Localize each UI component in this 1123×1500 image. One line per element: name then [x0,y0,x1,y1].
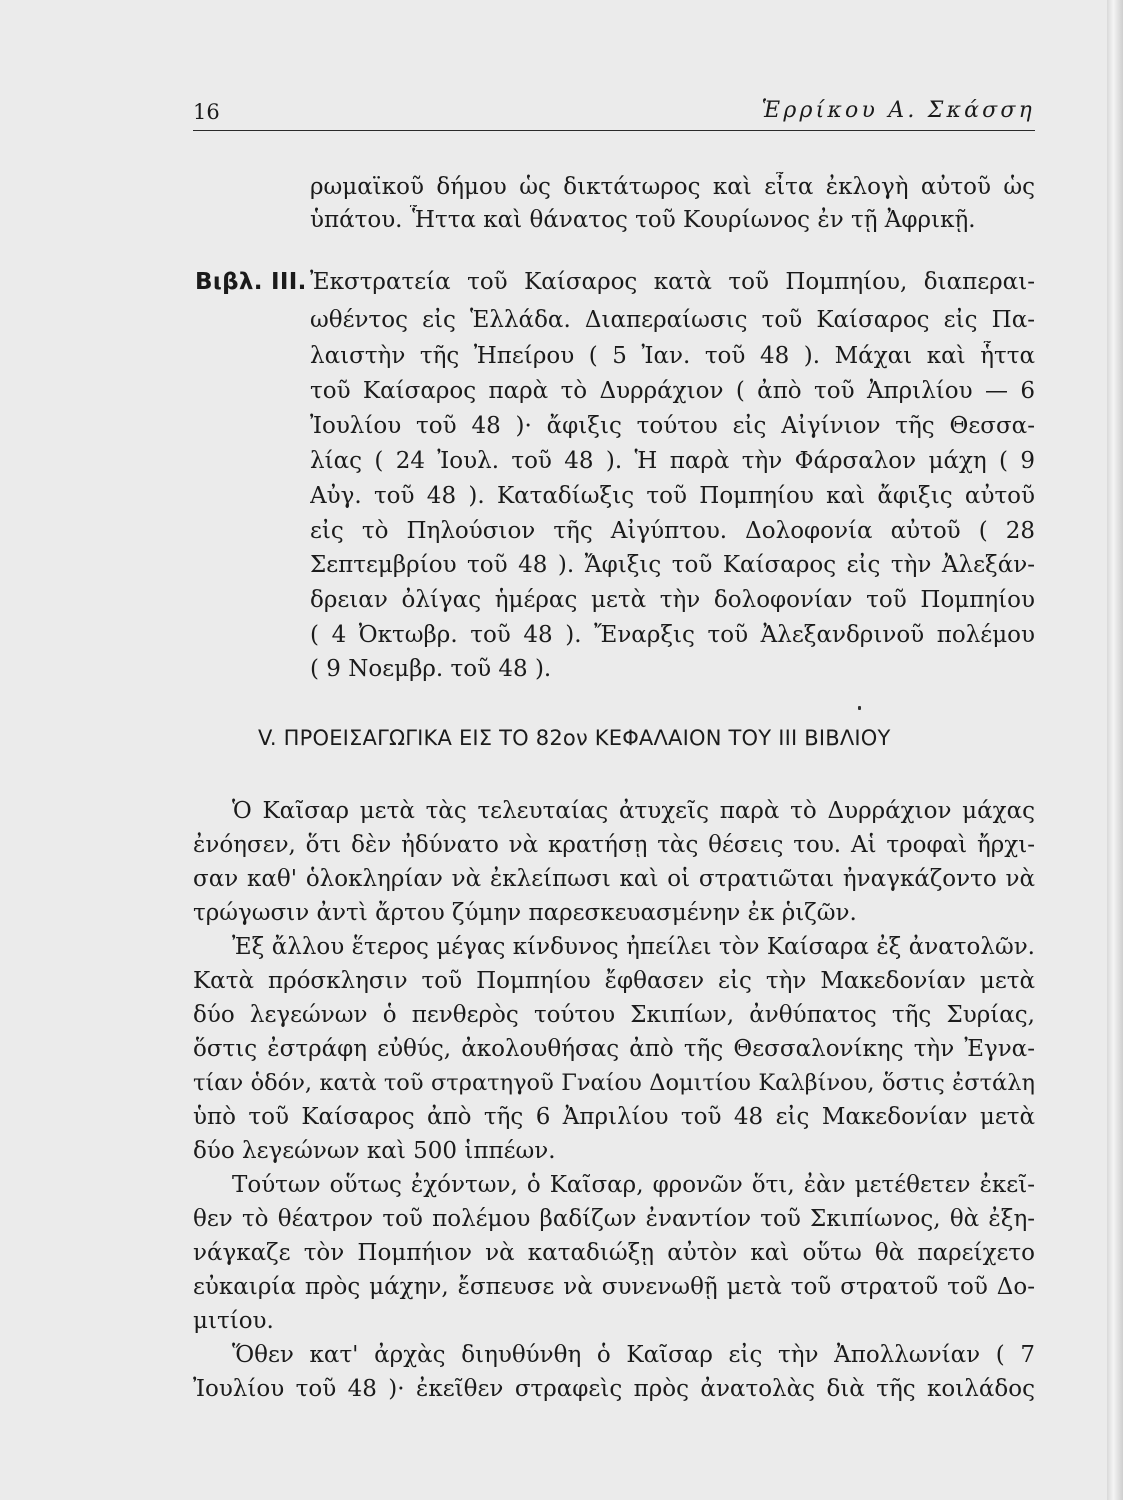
body-line: Τούτων οὕτως ἐχόντων, ὁ Καῖσαρ, φρονῶν ὅτι, ἐὰν μετέθετεν ἐκεῖ- [232,1172,1035,1198]
body-line: Ὁ Καῖσαρ μετὰ τὰς τελευταίας ἀτυχεῖς παρὰ τὸ Δυρράχιον μάχας [232,798,1035,824]
body-line: εὐκαιρία πρὸς μάχην, ἔσπευσε νὰ συνενωθῇ μετὰ τοῦ στρατοῦ τοῦ Δο- [193,1274,1035,1300]
summary-line: λαιστὴν τῆς Ἠπείρου ( 5 Ἰαν. τοῦ 48 ). Μάχαι καὶ ἧττα [310,343,1035,369]
running-head: Ἑρρίκου Α. Σκάσση [761,98,1035,123]
summary-line: Ἰουλίου τοῦ 48 )· ἄφιξις τούτου εἰς Αἰγίνιον τῆς Θεσσα- [310,413,1035,439]
body-line: δύο λεγεώνων καὶ 500 ἱππέων. [193,1138,556,1164]
header-rule [193,130,1035,131]
body-line: θεν τὸ θέατρον τοῦ πολέμου βαδίζων ἐναντίον τοῦ Σκιπίωνος, θὰ ἐξη- [193,1206,1035,1232]
body-line: ὑπὸ τοῦ Καίσαρος ἀπὸ τῆς 6 Ἀπριλίου τοῦ 48 εἰς Μακεδονίαν μετὰ [193,1104,1035,1130]
page-header [193,96,1035,130]
body-line: ὅστις ἐστράφη εὐθύς, ἀκολουθήσας ἀπὸ τῆς Θεσσαλονίκης τὴν Ἐγνα- [193,1036,1035,1062]
page-number: 16 [193,100,220,124]
summary-line: εἰς τὸ Πηλούσιον τῆς Αἰγύπτου. Δολοφονία αὐτοῦ ( 28 [310,518,1035,544]
summary-line: ὑπάτου. Ἧττα καὶ θάνατος τοῦ Κουρίωνος ἐν τῇ Ἀφρικῇ. [310,207,976,233]
body-line: τρώγωσιν ἀντὶ ἄρτου ζύμην παρεσκευασμένην ἐκ ῥιζῶν. [193,900,857,926]
print-speck [858,706,861,710]
summary-line: ωθέντος εἰς Ἑλλάδα. Διαπεραίωσις τοῦ Καίσαρος εἰς Πα- [310,307,1035,333]
body-line: Ὅθεν κατ' ἀρχὰς διηυθύνθη ὁ Καῖσαρ εἰς τὴν Ἀπολλωνίαν ( 7 [232,1342,1035,1368]
page-edge-shadow [1107,0,1123,1500]
summary-line: τοῦ Καίσαρος παρὰ τὸ Δυρράχιον ( ἀπὸ τοῦ Ἀπριλίου — 6 [310,378,1035,404]
body-line: μιτίου. [193,1308,274,1334]
summary-line: ρωμαϊκοῦ δήμου ὡς δικτάτωρος καὶ εἶτα ἐκλογὴ αὐτοῦ ὡς [310,174,1035,200]
body-line: ἐνόησεν, ὅτι δὲν ἠδύνατο νὰ κρατήσῃ τὰς θέσεις του. Αἱ τροφαὶ ἤρχι- [193,832,1035,858]
summary-line: Ἐκστρατεία τοῦ Καίσαρος κατὰ τοῦ Πομπηίου, διαπεραι- [310,269,1035,295]
book-label: Βιβλ. III. [195,269,307,295]
body-line: δύο λεγεώνων ὁ πενθερὸς τούτου Σκιπίων, ἀνθύπατος τῆς Συρίας, [193,1002,1035,1028]
body-line: Κατὰ πρόσκλησιν τοῦ Πομπηίου ἔφθασεν εἰς τὴν Μακεδονίαν μετὰ [193,968,1035,994]
summary-line: λίας ( 24 Ἰουλ. τοῦ 48 ). Ἡ παρὰ τὴν Φάρσαλον μάχη ( 9 [310,448,1035,474]
summary-line: Αὐγ. τοῦ 48 ). Καταδίωξις τοῦ Πομπηίου καὶ ἄφιξις αὐτοῦ [310,483,1035,509]
body-line: τίαν ὁδόν, κατὰ τοῦ στρατηγοῦ Γναίου Δομιτίου Καλβίνου, ὅστις ἐστάλη [193,1070,1035,1096]
section-heading: V. ΠΡΟΕΙΣΑΓΩΓΙΚΑ ΕΙΣ ΤΟ 82ον ΚΕΦΑΛΑΙΟΝ ΤΟΥ III ΒΙΒΛΙΟΥ [258,726,891,750]
summary-line: δρειαν ὀλίγας ἡμέρας μετὰ τὴν δολοφονίαν τοῦ Πομπηίου [310,587,1035,613]
body-line: Ἰουλίου τοῦ 48 )· ἐκεῖθεν στραφεὶς πρὸς ἀνατολὰς διὰ τῆς κοιλάδος [193,1376,1035,1402]
summary-line: Σεπτεμβρίου τοῦ 48 ). Ἄφιξις τοῦ Καίσαρος εἰς τὴν Ἀλεξάν- [310,552,1035,578]
body-line: νάγκαζε τὸν Πομπήιον νὰ καταδιώξῃ αὐτὸν καὶ οὕτω θὰ παρείχετο [193,1240,1035,1266]
summary-line: ( 4 Ὀκτωβρ. τοῦ 48 ). Ἔναρξις τοῦ Ἀλεξανδρινοῦ πολέμου [310,622,1035,648]
body-line: σαν καθ' ὁλοκληρίαν νὰ ἐκλείπωσι καὶ οἱ στρατιῶται ἠναγκάζοντο νὰ [193,866,1035,892]
body-line: Ἐξ ἄλλου ἕτερος μέγας κίνδυνος ἠπείλει τὸν Καίσαρα ἐξ ἀνατολῶν. [232,934,1035,960]
summary-line: ( 9 Νοεμβρ. τοῦ 48 ). [310,656,552,682]
